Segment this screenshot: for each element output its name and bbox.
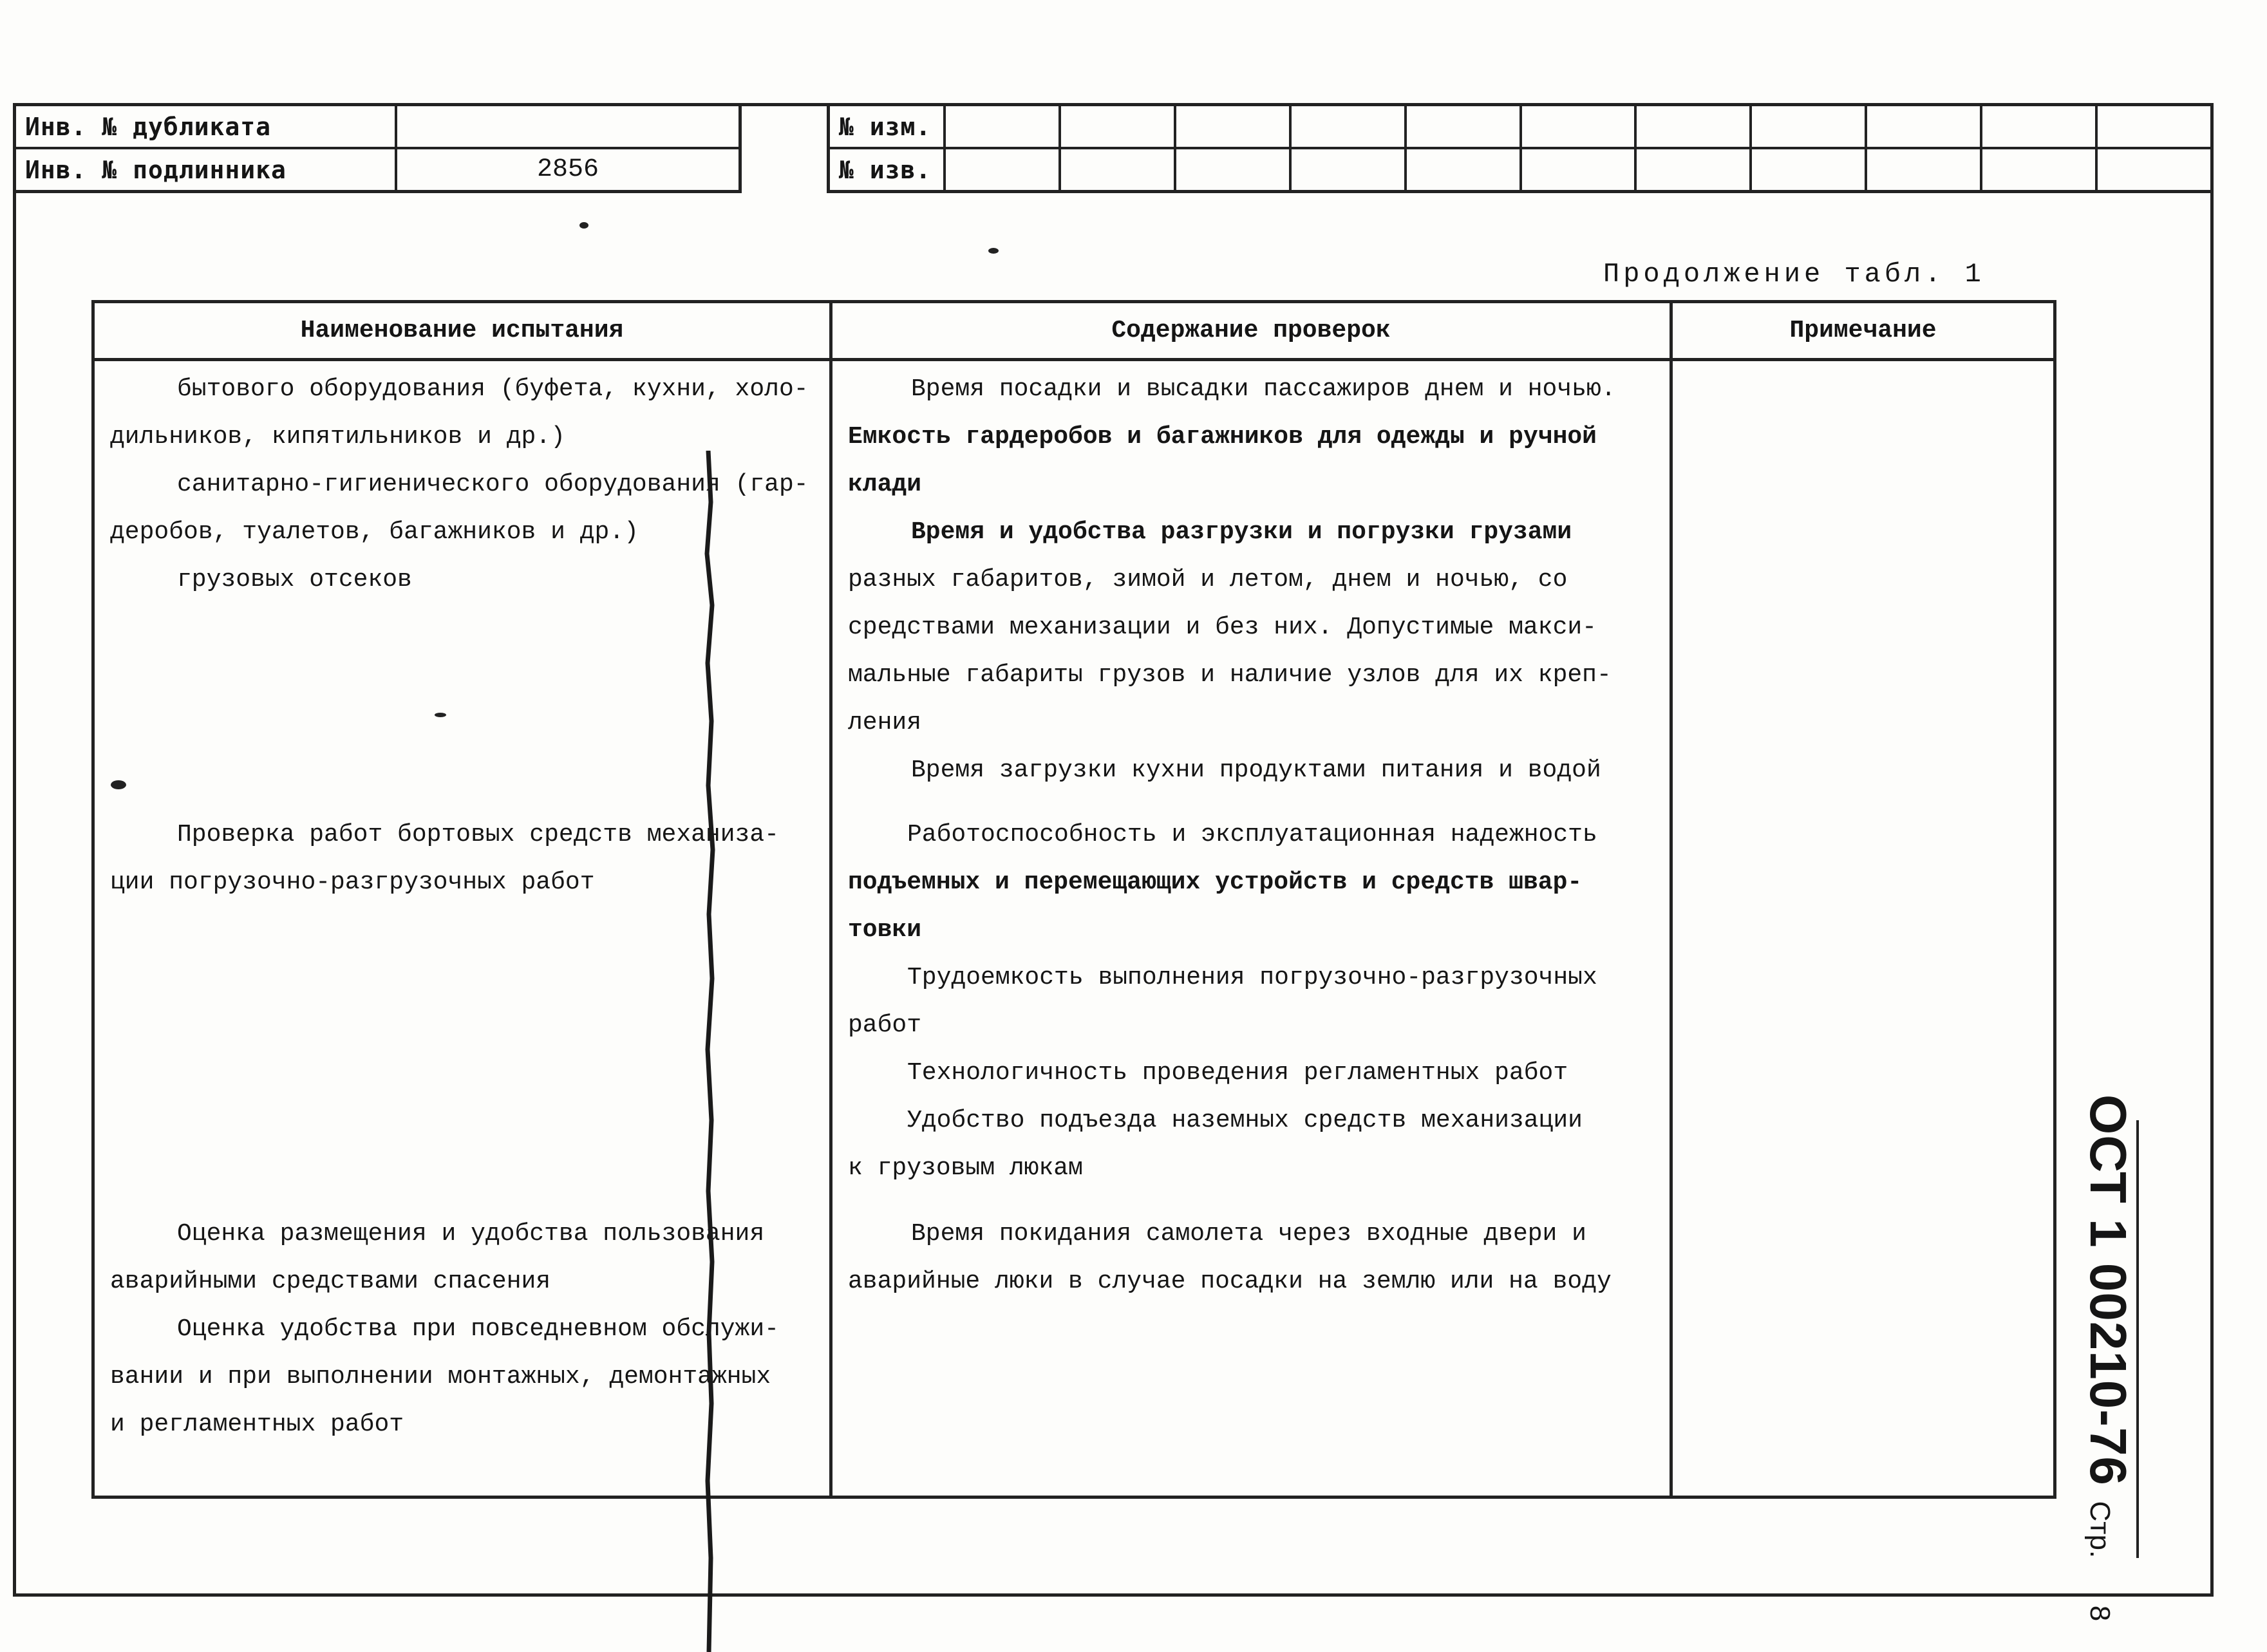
stamp-cell xyxy=(1174,106,1289,147)
check-line: мальные габариты грузов и наличие узлов для их креп- xyxy=(848,661,1612,689)
scan-speck xyxy=(579,222,588,229)
check-line: Технологичность проведения регламентных работ xyxy=(907,1059,1568,1087)
stamp-cell xyxy=(1058,149,1174,190)
test-line: Оценка размещения и удобства пользования xyxy=(177,1220,765,1248)
notice-label: № изв. xyxy=(830,149,946,190)
test-line: бытового оборудования (буфета, кухни, холо- xyxy=(177,375,809,403)
column-notes xyxy=(1673,303,2053,1496)
stamp-cell xyxy=(1519,149,1635,190)
stamp-cell xyxy=(946,149,1058,190)
stamp-cell xyxy=(1289,149,1404,190)
scan-speck xyxy=(111,780,126,789)
check-line: Удобство подъезда наземных средств механизации xyxy=(907,1107,1583,1134)
stamp-row-original xyxy=(16,147,738,190)
change-label: № изм. xyxy=(830,106,946,147)
change-stamp xyxy=(827,103,2214,193)
check-line: товки xyxy=(848,916,922,944)
stamp-cell xyxy=(1980,106,2095,147)
check-line: Время загрузки кухни продуктами питания и водой xyxy=(911,756,1601,784)
stamp-cell xyxy=(2095,106,2210,147)
test-line: ции погрузочно-разгрузочных работ xyxy=(110,868,595,896)
test-line: вании и при выполнении монтажных, демонтажных xyxy=(110,1363,771,1391)
stamp-cell xyxy=(1289,106,1404,147)
check-line: Емкость гардеробов и багажников для одежды и ручной xyxy=(848,423,1597,451)
stamp-row-notice xyxy=(830,147,2210,190)
stamp-cell xyxy=(1865,106,1980,147)
stamp-cell xyxy=(1749,106,1865,147)
page-label: Стр. xyxy=(2084,1501,2116,1559)
stamp-cell xyxy=(1058,106,1174,147)
check-line: Время и удобства разгрузки и погрузки грузами xyxy=(911,518,1572,546)
stamp-cell xyxy=(1749,149,1865,190)
stamp-row-duplicate xyxy=(16,106,738,147)
check-line: Время посадки и высадки пассажиров днем и ночью. xyxy=(911,375,1616,403)
test-line: деробов, туалетов, багажников и др.) xyxy=(110,518,639,546)
stamp-row-change xyxy=(830,106,2210,147)
stamp-cell xyxy=(1865,149,1980,190)
original-value: 2856 xyxy=(536,155,599,184)
page-number: 8 xyxy=(2084,1605,2116,1622)
check-line: Работоспособность и эксплуатационная надежность xyxy=(907,821,1597,849)
stamp-cell xyxy=(946,106,1058,147)
check-line: к грузовым люкам xyxy=(848,1154,1083,1182)
scan-speck xyxy=(988,248,999,254)
test-line: грузовых отсеков xyxy=(177,566,412,594)
header-checks: Содержание проверок xyxy=(832,303,1670,361)
duplicate-label: Инв. № дубликата xyxy=(16,106,397,147)
check-line: Время покидания самолета через входные двери и xyxy=(911,1220,1586,1248)
header-test-name: Наименование испытания xyxy=(95,303,829,361)
stamp-cell xyxy=(1404,106,1519,147)
original-label: Инв. № подлинника xyxy=(16,149,397,190)
check-line: клади xyxy=(848,471,922,498)
change-cells xyxy=(946,106,2210,147)
scan-tear-mark xyxy=(702,451,719,1652)
check-line: средствами механизации и без них. Допустимые макси- xyxy=(848,614,1597,641)
test-line: аварийными средствами спасения xyxy=(110,1268,551,1295)
stamp-cell xyxy=(1980,149,2095,190)
check-line: Трудоемкость выполнения погрузочно-разгрузочных xyxy=(907,964,1597,991)
notice-cells xyxy=(946,149,2210,190)
document-designation xyxy=(2078,1094,2138,1621)
test-line: Оценка удобства при повседневном обслужи- xyxy=(177,1315,779,1343)
check-line: работ xyxy=(848,1011,922,1039)
test-line: санитарно-гигиенического оборудования (гар- xyxy=(177,471,809,498)
inventory-stamp xyxy=(13,103,742,193)
stamp-cell xyxy=(1404,149,1519,190)
test-line: Проверка работ бортовых средств механиза- xyxy=(177,821,779,849)
stamp-cell xyxy=(1519,106,1635,147)
check-line: разных габаритов, зимой и летом, днем и ночью, со xyxy=(848,566,1568,594)
check-line: подъемных и перемещающих устройств и средств швар- xyxy=(848,868,1583,896)
scan-speck xyxy=(435,713,446,717)
check-line: аварийные люки в случае посадки на землю или на воду xyxy=(848,1268,1612,1295)
test-line: и регламентных работ xyxy=(110,1411,404,1438)
table-continuation-caption: Продолжение табл. 1 xyxy=(1603,259,1985,290)
tests-table xyxy=(91,300,2056,1499)
column-test-name xyxy=(95,303,832,1496)
designation-code: ОСТ 1 00210-76 xyxy=(2080,1094,2137,1486)
stamp-cell xyxy=(1174,149,1289,190)
stamp-cell xyxy=(2095,149,2210,190)
test-line: дильников, кипятильников и др.) xyxy=(110,423,565,451)
header-notes: Примечание xyxy=(1673,303,2053,361)
stamp-cell xyxy=(1634,149,1749,190)
stamp-cell xyxy=(1634,106,1749,147)
column-checks xyxy=(832,303,1673,1496)
duplicate-value xyxy=(397,106,738,147)
check-line: ления xyxy=(848,709,922,737)
